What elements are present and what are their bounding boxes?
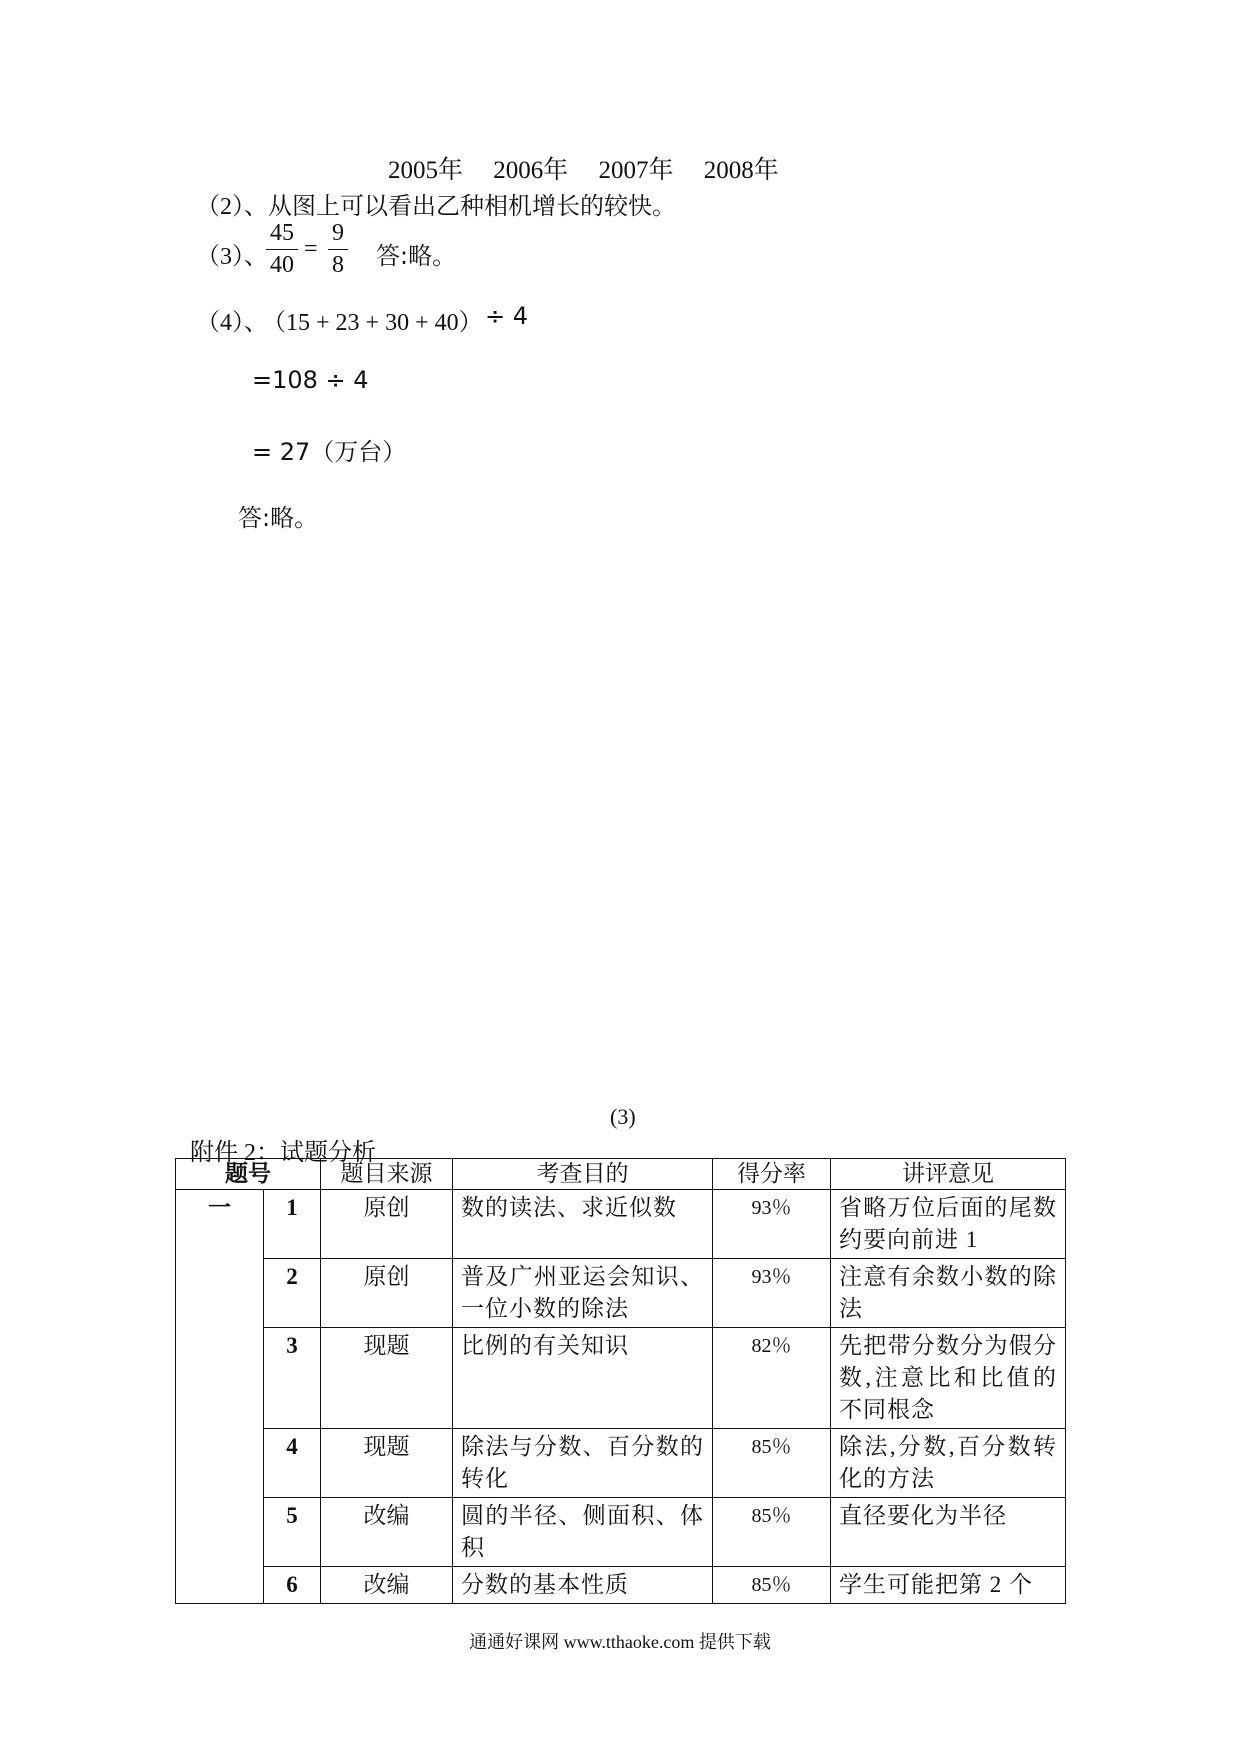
header-score-rate: 得分率: [713, 1159, 831, 1190]
question-purpose: 数的读法、求近似数: [453, 1190, 713, 1259]
question-source: 原创: [321, 1259, 453, 1328]
answer-4-result: 答:略。: [238, 504, 319, 532]
question-purpose: 除法与分数、百分数的转化: [453, 1429, 713, 1498]
score-rate: 85％: [713, 1429, 831, 1498]
score-rate: 93％: [713, 1190, 831, 1259]
review-comment: 省略万位后面的尾数约要向前进 1: [831, 1190, 1066, 1259]
question-source: 原创: [321, 1190, 453, 1259]
review-comment: 注意有余数小数的除法: [831, 1259, 1066, 1328]
header-purpose: 考查目的: [453, 1159, 713, 1190]
chart-year-labels: [388, 150, 803, 186]
answer-3-result: 答:略。: [376, 242, 457, 270]
answer-4-step-3: = 27（万台）: [252, 438, 407, 466]
fraction-denominator: 8: [332, 252, 344, 278]
fraction-45-40: [266, 220, 298, 279]
review-comment: 直径要化为半径: [831, 1498, 1066, 1567]
answer-4-divide: ÷ 4: [485, 302, 529, 330]
review-comment: 先把带分数分为假分数,注意比和比值的不同根念: [831, 1328, 1066, 1429]
page-footer: 通通好课网 www.tthaoke.com 提供下载: [469, 1632, 771, 1652]
question-source: 现题: [321, 1429, 453, 1498]
year-label: 2006年: [493, 157, 569, 184]
fraction-numerator: 45: [266, 220, 298, 250]
equals-sign: =: [304, 236, 318, 262]
question-number: 1: [264, 1190, 321, 1259]
score-rate: 93％: [713, 1259, 831, 1328]
question-number: 3: [264, 1328, 321, 1429]
exam-analysis-table: [175, 1158, 1066, 1604]
fraction-9-8: [328, 220, 348, 279]
score-rate: 82％: [713, 1328, 831, 1429]
section-number: 一: [176, 1190, 264, 1604]
score-rate: 85％: [713, 1567, 831, 1604]
question-purpose: 圆的半径、侧面积、体积: [453, 1498, 713, 1567]
question-source: 现题: [321, 1328, 453, 1429]
fraction-denominator: 40: [270, 252, 294, 278]
answer-2: （2）、从图上可以看出乙种相机增长的较快。: [196, 194, 676, 220]
table-row: [176, 1429, 1066, 1498]
table-row: [176, 1498, 1066, 1567]
table-row: [176, 1328, 1066, 1429]
table-row: [176, 1190, 1066, 1259]
fraction-numerator: 9: [328, 220, 348, 250]
question-purpose: 普及广州亚运会知识、一位小数的除法: [453, 1259, 713, 1328]
question-number: 5: [264, 1498, 321, 1567]
question-number: 2: [264, 1259, 321, 1328]
figure-label: (3): [610, 1104, 636, 1129]
answer-4-expression: （15 + 23 + 30 + 40）: [262, 310, 483, 336]
header-question-number: 题号: [176, 1159, 321, 1190]
year-label: 2005年: [388, 157, 464, 184]
question-purpose: 分数的基本性质: [453, 1567, 713, 1604]
review-comment: 学生可能把第 2 个: [831, 1567, 1066, 1604]
table-header-row: [176, 1159, 1066, 1190]
table-row: [176, 1259, 1066, 1328]
year-label: 2008年: [703, 157, 779, 184]
question-purpose: 比例的有关知识: [453, 1328, 713, 1429]
year-label: 2007年: [598, 157, 674, 184]
question-number: 6: [264, 1567, 321, 1604]
header-source: 题目来源: [321, 1159, 453, 1190]
question-source: 改编: [321, 1498, 453, 1567]
table-row: [176, 1567, 1066, 1604]
answer-4-label: （4）、: [196, 310, 268, 336]
header-comment: 讲评意见: [831, 1159, 1066, 1190]
review-comment: 除法,分数,百分数转化的方法: [831, 1429, 1066, 1498]
score-rate: 85％: [713, 1498, 831, 1567]
question-source: 改编: [321, 1567, 453, 1604]
answer-4-step-2: =108 ÷ 4: [252, 366, 369, 394]
appendix-title: 附件 2：试题分析: [190, 1140, 376, 1166]
question-number: 4: [264, 1429, 321, 1498]
answer-3-label: （3）、: [196, 244, 268, 270]
